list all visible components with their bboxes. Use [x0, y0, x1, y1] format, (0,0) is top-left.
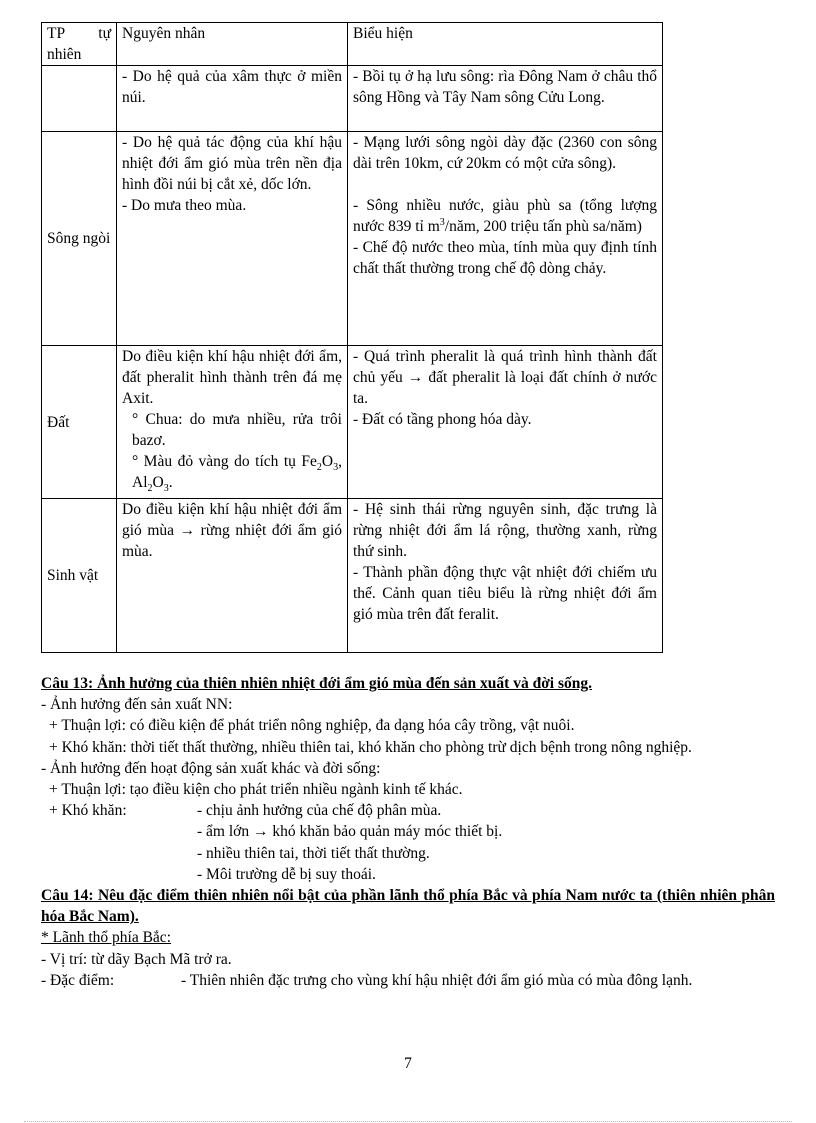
difficulty-row: [41, 800, 775, 821]
page-number: 7: [404, 1055, 412, 1072]
effect-text: - Chế độ nước theo mùa, tính mùa quy định tính chất thất thường trong chế độ dòng chảy.: [353, 239, 657, 277]
effect-text: - Mạng lưới sông ngòi dày đặc (2360 con sông dài trên 10km, cứ 20km có một cửa sông).: [353, 134, 657, 172]
effect-cell: [348, 132, 663, 346]
difficulty-item: - nhiều thiên tai, thời tiết thất thường.: [197, 844, 430, 862]
component-cell: Sinh vật: [42, 499, 117, 653]
feature-text: - Thiên nhiên đặc trưng cho vùng khí hậu nhiệt đới ẩm gió mùa có mùa đông lạnh.: [181, 971, 693, 989]
cause-cell: [117, 132, 348, 346]
difficulty-item: - chịu ảnh hưởng của chế độ phân mùa.: [197, 802, 442, 820]
page-bottom-divider: [24, 1121, 792, 1122]
cause-text: ° Chua: do mưa nhiều, rửa trôi bazơ.: [132, 411, 342, 449]
question-13-heading: Câu 13: Ảnh hưởng của thiên nhiên nhiệt đới ẩm gió mùa đến sản xuất và đời sống.: [41, 675, 592, 692]
cause-cell: [117, 346, 348, 499]
subheading: * Lãnh thổ phía Bắc:: [41, 929, 171, 947]
table-row: [42, 132, 663, 346]
cause-text: - Do hệ quả tác động của khí hậu nhiệt đới ẩm gió mùa trên nền địa hình đồi núi bị cắt xẻ, dốc lớn.: [122, 134, 342, 193]
table-header-row: [42, 23, 663, 66]
table-row: [42, 499, 663, 653]
body-text: [41, 673, 775, 991]
effect-text: - Sông nhiều nước, giàu phù sa (tổng lượng nước 839 tỉ $m^3$/năm, 200 triệu tấn phù sa/năm): [353, 197, 657, 235]
cause-text: ° Màu đỏ vàng do tích tụ $Fe_2O_3$, $Al_2O_3$.: [132, 453, 342, 495]
feature-label: - Đặc điểm:: [41, 971, 115, 989]
difficulty-item: - Môi trường dễ bị suy thoái.: [197, 865, 376, 883]
difficulty-label: + Khó khăn:: [49, 802, 127, 820]
component-cell: [42, 66, 117, 132]
header-effect: Biểu hiện: [348, 23, 663, 66]
table-row: [42, 66, 663, 132]
effect-text: - Quá trình pheralit là quá trình hình thành đất chủ yếu → đất pheralit là loại đất chính ở nước ta.: [353, 348, 657, 407]
natural-components-table: [41, 22, 663, 653]
paragraph: + Thuận lợi: có điều kiện để phát triển nông nghiệp, đa dạng hóa cây trồng, vật nuôi.: [49, 717, 575, 735]
component-cell: Sông ngòi: [42, 132, 117, 346]
paragraph: + Khó khăn: thời tiết thất thường, nhiều thiên tai, khó khăn cho phòng trừ dịch bệnh trong nông nghiệp.: [49, 738, 692, 756]
effect-text: - Thành phần động thực vật nhiệt đới chiếm ưu thế. Cảnh quan tiêu biểu là rừng nhiệt đới ẩm gió mùa trên đất feralit.: [353, 564, 657, 623]
component-cell: Đất: [42, 346, 117, 499]
paragraph: + Thuận lợi: tạo điều kiện cho phát triển nhiều ngành kinh tế khác.: [49, 781, 463, 799]
header-component: TP tự nhiên: [42, 23, 117, 66]
table-row: [42, 346, 663, 499]
cause-cell: - Do hệ quả của xâm thực ở miền núi.: [117, 66, 348, 132]
paragraph: - Ảnh hưởng đến sản xuất NN:: [41, 696, 233, 714]
cause-text: - Do mưa theo mùa.: [122, 197, 247, 214]
effect-text: - Đất có tầng phong hóa dày.: [353, 411, 532, 428]
difficulty-item: - ẩm lớn → khó khăn bảo quản máy móc thiết bị.: [197, 823, 503, 841]
cause-cell: Do điều kiện khí hậu nhiệt đới ẩm gió mùa → rừng nhiệt đới ẩm gió mùa.: [117, 499, 348, 653]
effect-text: - Hệ sinh thái rừng nguyên sinh, đặc trưng là rừng nhiệt đới ẩm lá rộng, thường xanh, rừng thứ sinh.: [353, 501, 657, 560]
effect-cell: [348, 499, 663, 653]
effect-cell: [348, 346, 663, 499]
cause-text: Do điều kiện khí hậu nhiệt đới ẩm, đất pheralit hình thành trên đá mẹ Axit.: [122, 348, 342, 407]
paragraph: - Vị trí: từ dãy Bạch Mã trở ra.: [41, 950, 232, 968]
effect-cell: - Bồi tụ ở hạ lưu sông: rìa Đông Nam ở châu thổ sông Hồng và Tây Nam sông Cửu Long.: [348, 66, 663, 132]
header-cause: Nguyên nhân: [117, 23, 348, 66]
paragraph: - Ảnh hưởng đến hoạt động sản xuất khác và đời sống:: [41, 759, 381, 777]
question-14-heading: Câu 14: Nêu đặc điểm thiên nhiên nổi bật của phần lãnh thổ phía Bắc và phía Nam nước ta (thiên nhiên phân hóa Bắc Nam).: [41, 887, 775, 926]
feature-row: [41, 970, 775, 991]
